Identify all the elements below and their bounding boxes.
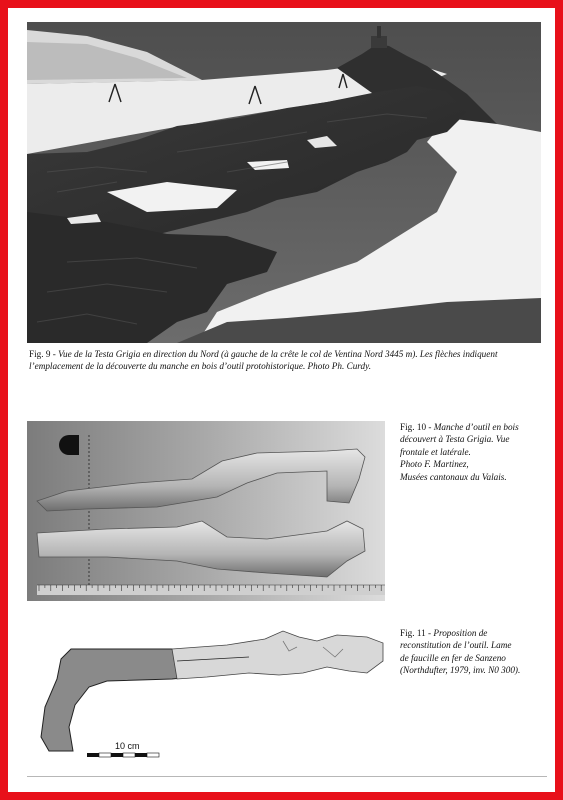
bottom-rule	[27, 776, 547, 777]
section-profile-icon	[59, 435, 79, 455]
fig11-caption-line: de faucille en fer de Sanzeno	[400, 652, 506, 663]
fig10-caption-line: frontale et latérale.	[400, 446, 471, 457]
fig10-caption-line: découvert à Testa Grigia. Vue	[400, 434, 510, 445]
fig9-number: Fig. 9 -	[29, 349, 59, 359]
page	[8, 8, 555, 792]
scale-label: 10 cm	[115, 741, 140, 751]
fig10-caption-line: Photo F. Martinez,	[400, 459, 469, 470]
fig11-drawing	[27, 627, 385, 760]
fig10-caption-line: Manche d’outil en bois	[433, 422, 519, 432]
fig9-photo	[27, 22, 541, 343]
fig11-caption-line: Proposition de	[433, 628, 488, 638]
wooden-handle-photo	[27, 421, 385, 601]
testa-grigia-landscape	[27, 22, 541, 343]
fig9-caption	[29, 348, 541, 373]
sickle-reconstruction	[27, 627, 385, 760]
fig11-caption	[400, 627, 550, 677]
fig9-caption-text: Vue de la Testa Grigia en direction du Nord (à gauche de la crête le col de Ventina Nord 3445 m). Les flèches indiquent l’emplacement de la découverte du manche en bois d’outil protohistorique. Photo Ph. Curdy.	[29, 349, 498, 372]
fig11-number: Fig. 11 -	[400, 628, 434, 638]
fig10-photo	[27, 421, 385, 601]
fig11-caption-line: reconstitution de l’outil. Lame	[400, 640, 512, 651]
scale-bar	[87, 741, 159, 757]
fig11-caption-line: (Northdufter, 1979, inv. N0 300).	[400, 665, 521, 676]
fig10-number: Fig. 10 -	[400, 422, 434, 432]
fig10-caption-line: Musées cantonaux du Valais.	[400, 471, 507, 482]
fig10-caption	[400, 421, 550, 483]
